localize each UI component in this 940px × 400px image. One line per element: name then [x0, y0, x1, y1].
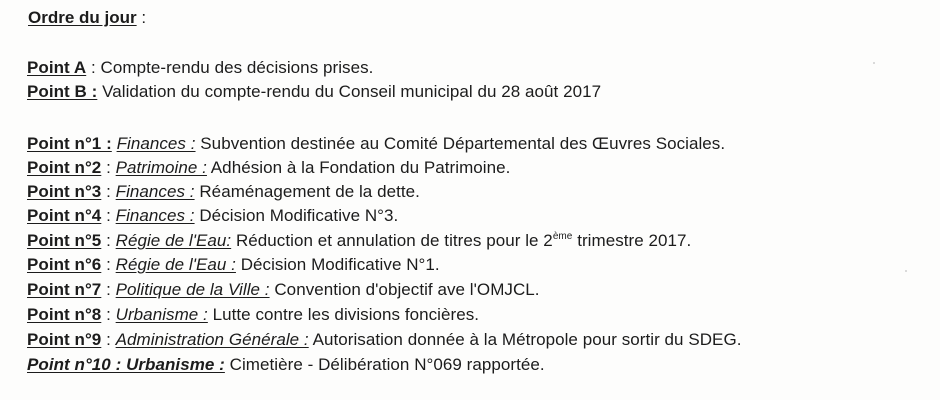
point-5-line — [27, 231, 691, 251]
point-4-label: Point n°4 — [27, 206, 102, 225]
point-5-label: Point n°5 — [27, 231, 102, 250]
point-8-label: Point n°8 — [27, 305, 102, 324]
point-1-category: Finances : — [116, 134, 196, 153]
point-8-sep: : — [101, 305, 116, 324]
point-6-line — [27, 255, 440, 275]
point-4-category: Finances : — [115, 206, 195, 225]
point-10-label: Point n°10 : Urbanisme : — [27, 355, 225, 374]
point-5-text: Réduction et annulation de titres pour le 2 — [235, 231, 553, 250]
point-b-label: Point B : — [27, 82, 98, 101]
point-9-line — [27, 330, 742, 350]
point-a-label: Point A — [27, 58, 87, 77]
point-9-sep: : — [101, 330, 116, 349]
point-9-label: Point n°9 — [27, 330, 102, 349]
point-1-label: Point n°1 : — [27, 134, 112, 153]
point-8-text: Lutte contre les divisions foncières. — [212, 305, 480, 324]
point-3-sep: : — [101, 182, 116, 201]
point-6-label: Point n°6 — [27, 255, 102, 274]
point-9-text: Autorisation donnée à la Métropole pour sortir du SDEG. — [312, 330, 742, 349]
point-3-line — [27, 182, 420, 202]
point-2-line — [27, 158, 510, 178]
point-7-line — [27, 280, 540, 300]
point-2-sep: : — [101, 158, 116, 177]
point-2-text: Adhésion à la Fondation du Patrimoine. — [210, 158, 511, 177]
point-9-category: Administration Générale : — [115, 330, 309, 349]
point-a-text: Compte-rendu des décisions prises. — [100, 58, 374, 77]
point-7-text: Convention d'objectif ave l'OMJCL. — [274, 280, 540, 299]
point-10-text: Cimetière - Délibération N°069 rapportée. — [229, 355, 545, 374]
point-2-category: Patrimoine : — [115, 158, 207, 177]
point-8-category: Urbanisme : — [115, 305, 208, 324]
point-5-category: Régie de l'Eau: — [115, 231, 232, 250]
point-6-sep: : — [101, 255, 116, 274]
point-4-text: Décision Modificative N°3. — [199, 206, 399, 225]
point-1-text: Subvention destinée au Comité Départemental des Œuvres Sociales. — [200, 134, 726, 153]
point-b-line — [27, 82, 601, 102]
point-4-line — [27, 206, 398, 226]
scan-speck — [873, 62, 875, 64]
point-7-sep: : — [101, 280, 116, 299]
agenda-title-colon: : — [136, 8, 147, 27]
point-6-text: Décision Modificative N°1. — [240, 255, 440, 274]
point-6-category: Régie de l'Eau : — [115, 255, 236, 274]
agenda-heading — [28, 8, 146, 28]
point-3-label: Point n°3 — [27, 182, 102, 201]
point-1-line — [27, 134, 725, 154]
agenda-title: Ordre du jour — [28, 8, 137, 27]
point-8-line — [27, 305, 479, 325]
point-10-line — [27, 355, 545, 375]
point-2-label: Point n°2 — [27, 158, 102, 177]
scan-speck — [905, 270, 907, 272]
point-a-separator: : — [86, 58, 101, 77]
point-3-text: Réaménagement de la dette. — [199, 182, 420, 201]
point-7-label: Point n°7 — [27, 280, 102, 299]
point-5-superscript: ème — [552, 231, 573, 242]
point-5-text-after: trimestre 2017. — [572, 231, 692, 250]
point-7-category: Politique de la Ville : — [115, 280, 270, 299]
point-a-line — [27, 58, 373, 78]
point-4-sep: : — [101, 206, 116, 225]
point-b-text: Validation du compte-rendu du Conseil municipal du 28 août 2017 — [102, 82, 602, 101]
point-5-sep: : — [101, 231, 116, 250]
point-3-category: Finances : — [115, 182, 195, 201]
